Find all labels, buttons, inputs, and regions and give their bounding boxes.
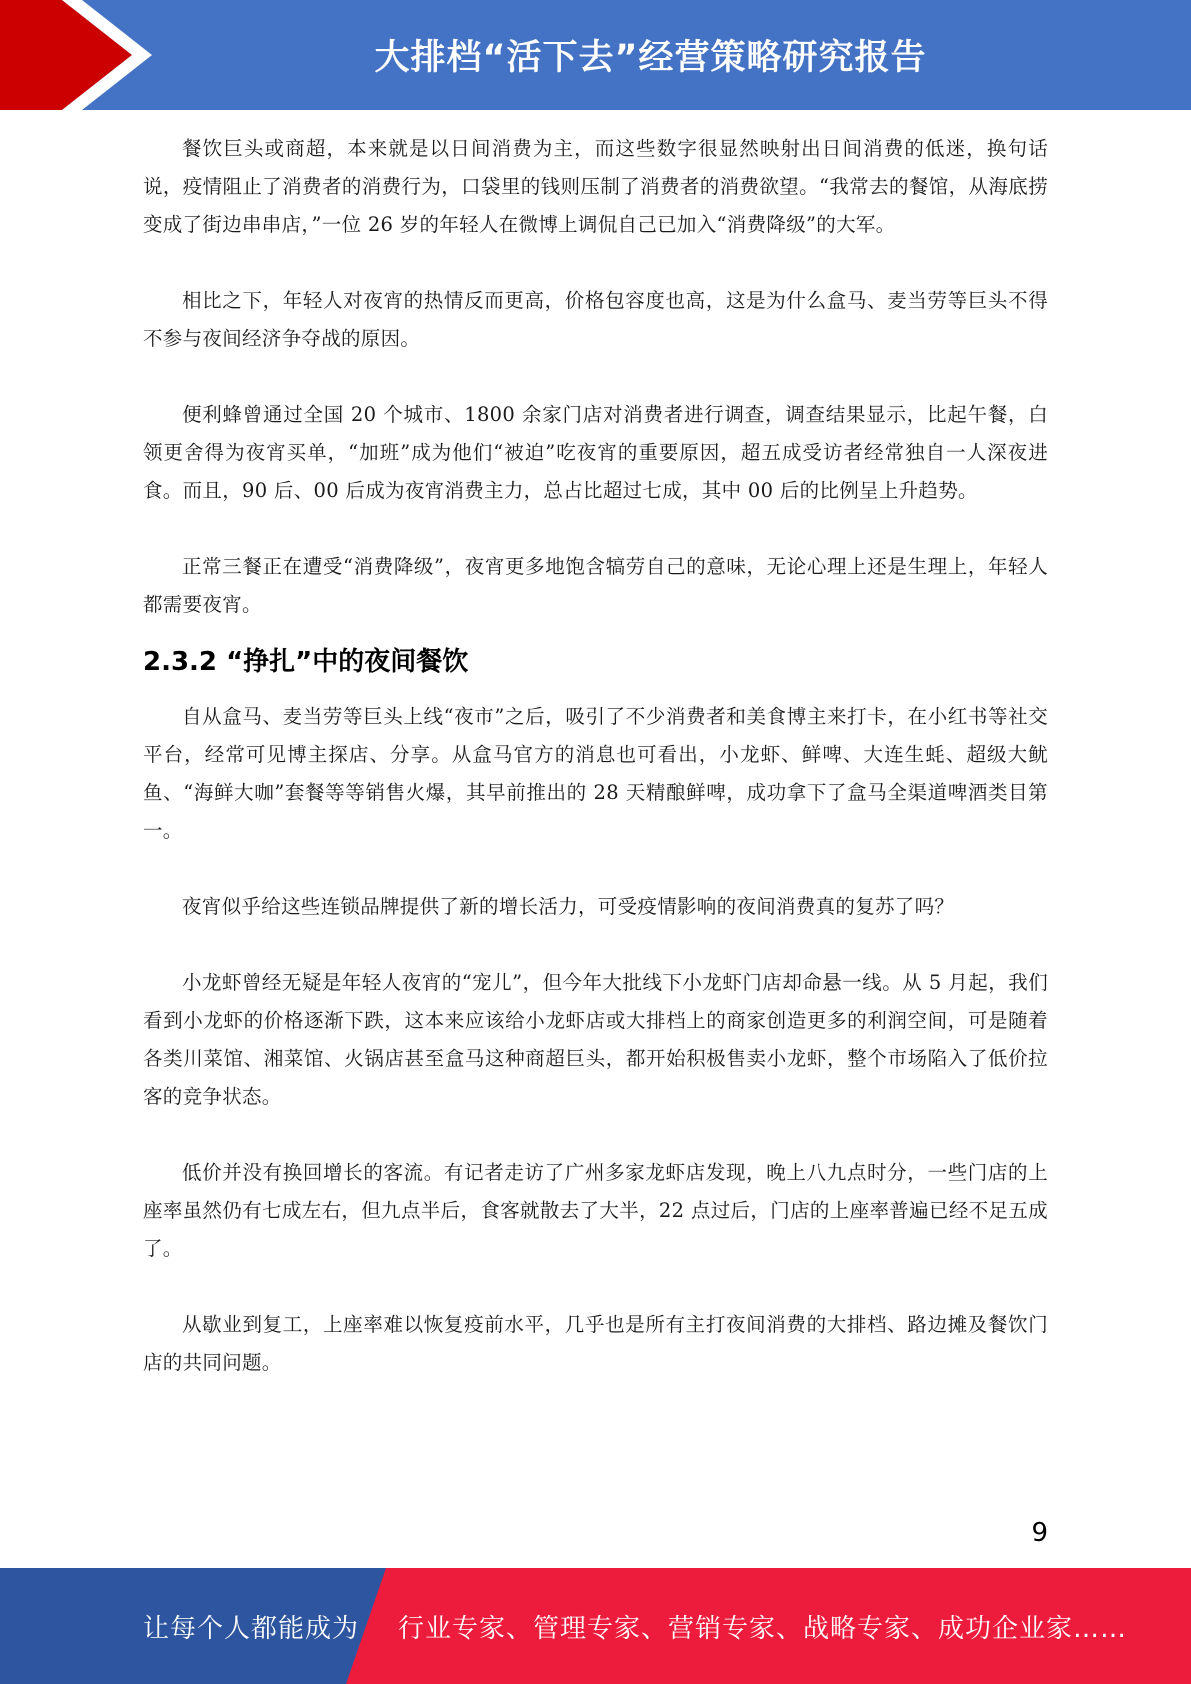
paragraph: 低价并没有换回增长的客流。有记者走访了广州多家龙虾店发现，晚上八九点时分，一些门店的上座率虽然仍有七成左右，但九点半后，食客就散去了大半，22 点过后，门店的上座率普遍已经不足五成了。 xyxy=(143,1161,1048,1260)
paragraph: 餐饮巨头或商超，本来就是以日间消费为主，而这些数字很显然映射出日间消费的低迷，换句话说，疫情阻止了消费者的消费行为，口袋里的钱则压制了消费者的消费欲望。“我常去的餐馆，从海底捞变成了街边串串店，”一位 26 岁的年轻人在微博上调侃自己已加入“消费降级”的大军。 xyxy=(143,137,1048,236)
footer-slogan-right: 行业专家、管理专家、营销专家、战略专家、成功企业家…… xyxy=(398,1613,1128,1644)
header-banner xyxy=(0,0,1191,110)
main-content xyxy=(143,130,1048,1382)
paragraph: 正常三餐正在遭受“消费降级”，夜宵更多地饱含犒劳自己的意味，无论心理上还是生理上，年轻人都需要夜宵。 xyxy=(143,555,1048,616)
page-number: 9 xyxy=(1031,1518,1048,1548)
paragraph: 相比之下，年轻人对夜宵的热情反而更高，价格包容度也高，这是为什么盒马、麦当劳等巨头不得不参与夜间经济争夺战的原因。 xyxy=(143,289,1048,350)
footer-banner xyxy=(0,1568,1191,1684)
paragraph: 夜宵似乎给这些连锁品牌提供了新的增长活力，可受疫情影响的夜间消费真的复苏了吗？ xyxy=(182,895,955,918)
paragraph: 小龙虾曾经无疑是年轻人夜宵的“宠儿”，但今年大批线下小龙虾门店却命悬一线。从 5 月起，我们看到小龙虾的价格逐渐下跌，这本来应该给小龙虾店或大排档上的商家创造更多的利润空间，可是随着各类川菜馆、湘菜馆、火锅店甚至盒马这种商超巨头，都开始积极售卖小龙虾，整个市场陷入了低价拉客的竞争状态。 xyxy=(143,971,1048,1108)
paragraph: 自从盒马、麦当劳等巨头上线“夜市”之后，吸引了不少消费者和美食博主来打卡，在小红书等社交平台，经常可见博主探店、分享。从盒马官方的消息也可看出，小龙虾、鲜啤、大连生蚝、超级大鱿鱼、“海鲜大咖”套餐等等销售火爆，其早前推出的 28 天精酿鲜啤，成功拿下了盒马全渠道啤酒类目第一。 xyxy=(143,705,1048,842)
paragraph: 从歇业到复工，上座率难以恢复疫前水平，几乎也是所有主打夜间消费的大排档、路边摊及餐饮门店的共同问题。 xyxy=(143,1313,1048,1374)
document-title: 大排档“活下去”经营策略研究报告 xyxy=(374,38,927,78)
paragraph: 便利蜂曾通过全国 20 个城市、1800 余家门店对消费者进行调查，调查结果显示，比起午餐，白领更舍得为夜宵买单，“加班”成为他们“被迫”吃夜宵的重要原因，超五成受访者经常独自一人深夜进食。而且，90 后、00 后成为夜宵消费主力，总占比超过七成，其中 00 后的比例呈上升趋势。 xyxy=(143,403,1048,502)
footer-slogan-left: 让每个人都能成为 xyxy=(143,1613,360,1644)
section-heading: 2.3.2 “挣扎”中的夜间餐饮 xyxy=(143,647,469,677)
